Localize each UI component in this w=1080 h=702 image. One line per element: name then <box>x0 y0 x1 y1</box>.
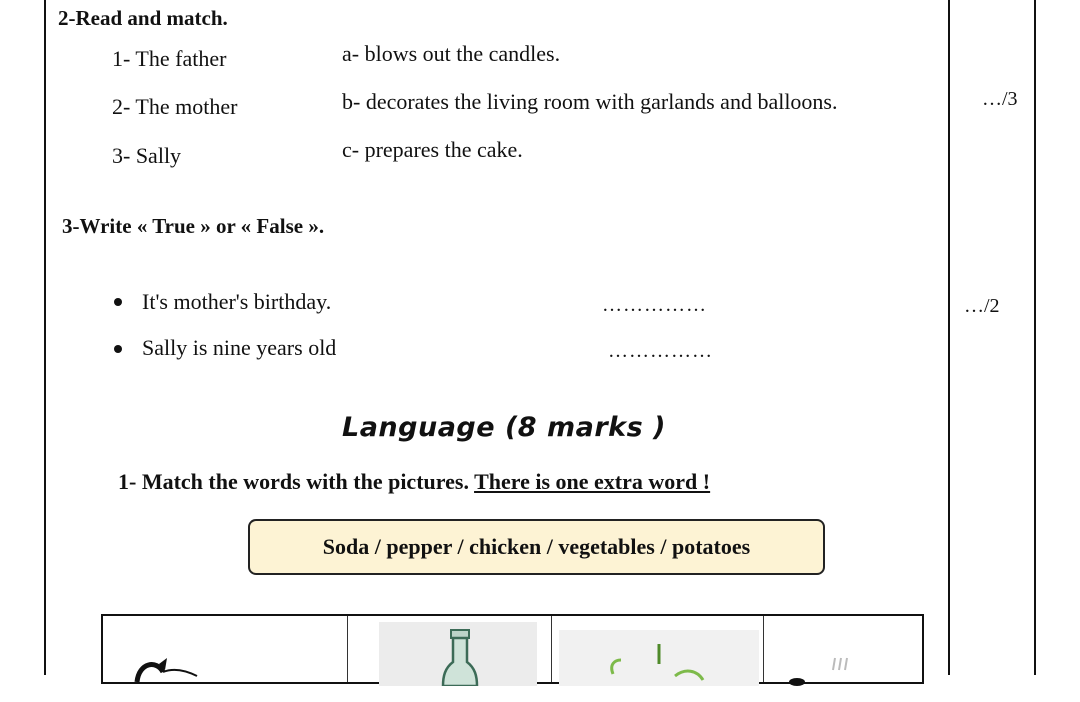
bullet-2 <box>114 345 122 353</box>
cell-divider-3 <box>763 616 764 682</box>
match-right-a: a- blows out the candles. <box>342 41 561 66</box>
pepper-picture <box>559 630 759 686</box>
tf-blank-2[interactable]: …………… <box>608 340 713 362</box>
right-border-line <box>1034 0 1036 675</box>
margin-divider-line <box>948 0 950 675</box>
cell-divider-1 <box>347 616 348 682</box>
read-match-heading: 2-Read and match. <box>58 6 228 30</box>
soda-bottle-icon <box>431 622 491 686</box>
match-right-b: b- decorates the living room with garlands and balloons. <box>342 89 838 114</box>
match-right-c: c- prepares the cake. <box>342 137 523 162</box>
read-match-score: …/3 <box>982 88 1018 110</box>
language-title: Language (8 marks ) <box>342 412 666 443</box>
cell-divider-2 <box>551 616 552 682</box>
match-left-1: 1- The father <box>112 46 227 71</box>
tf-item-2: Sally is nine years old <box>142 335 337 360</box>
left-border-line <box>44 0 46 675</box>
match-left-2: 2- The mother <box>112 94 238 119</box>
tf-blank-1[interactable]: …………… <box>602 294 707 316</box>
true-false-heading: 3-Write « True » or « False ». <box>62 214 325 238</box>
chicken-drawing-icon <box>123 642 203 702</box>
bullet-1 <box>114 298 122 306</box>
soda-picture <box>379 622 537 686</box>
tf-item-1: It's mother's birthday. <box>142 289 332 314</box>
instruction-underlined: There is one extra word ! <box>474 469 711 494</box>
picture-table <box>101 614 924 684</box>
word-box: Soda / pepper / chicken / vegetables / potatoes <box>248 519 825 575</box>
instruction-text: 1- Match the words with the pictures. <box>118 469 469 494</box>
match-left-3: 3- Sally <box>112 143 182 168</box>
language-instruction <box>118 469 710 495</box>
pepper-icon <box>599 630 719 686</box>
vegetables-drawing-icon <box>783 642 863 702</box>
true-false-score: …/2 <box>964 295 1000 317</box>
